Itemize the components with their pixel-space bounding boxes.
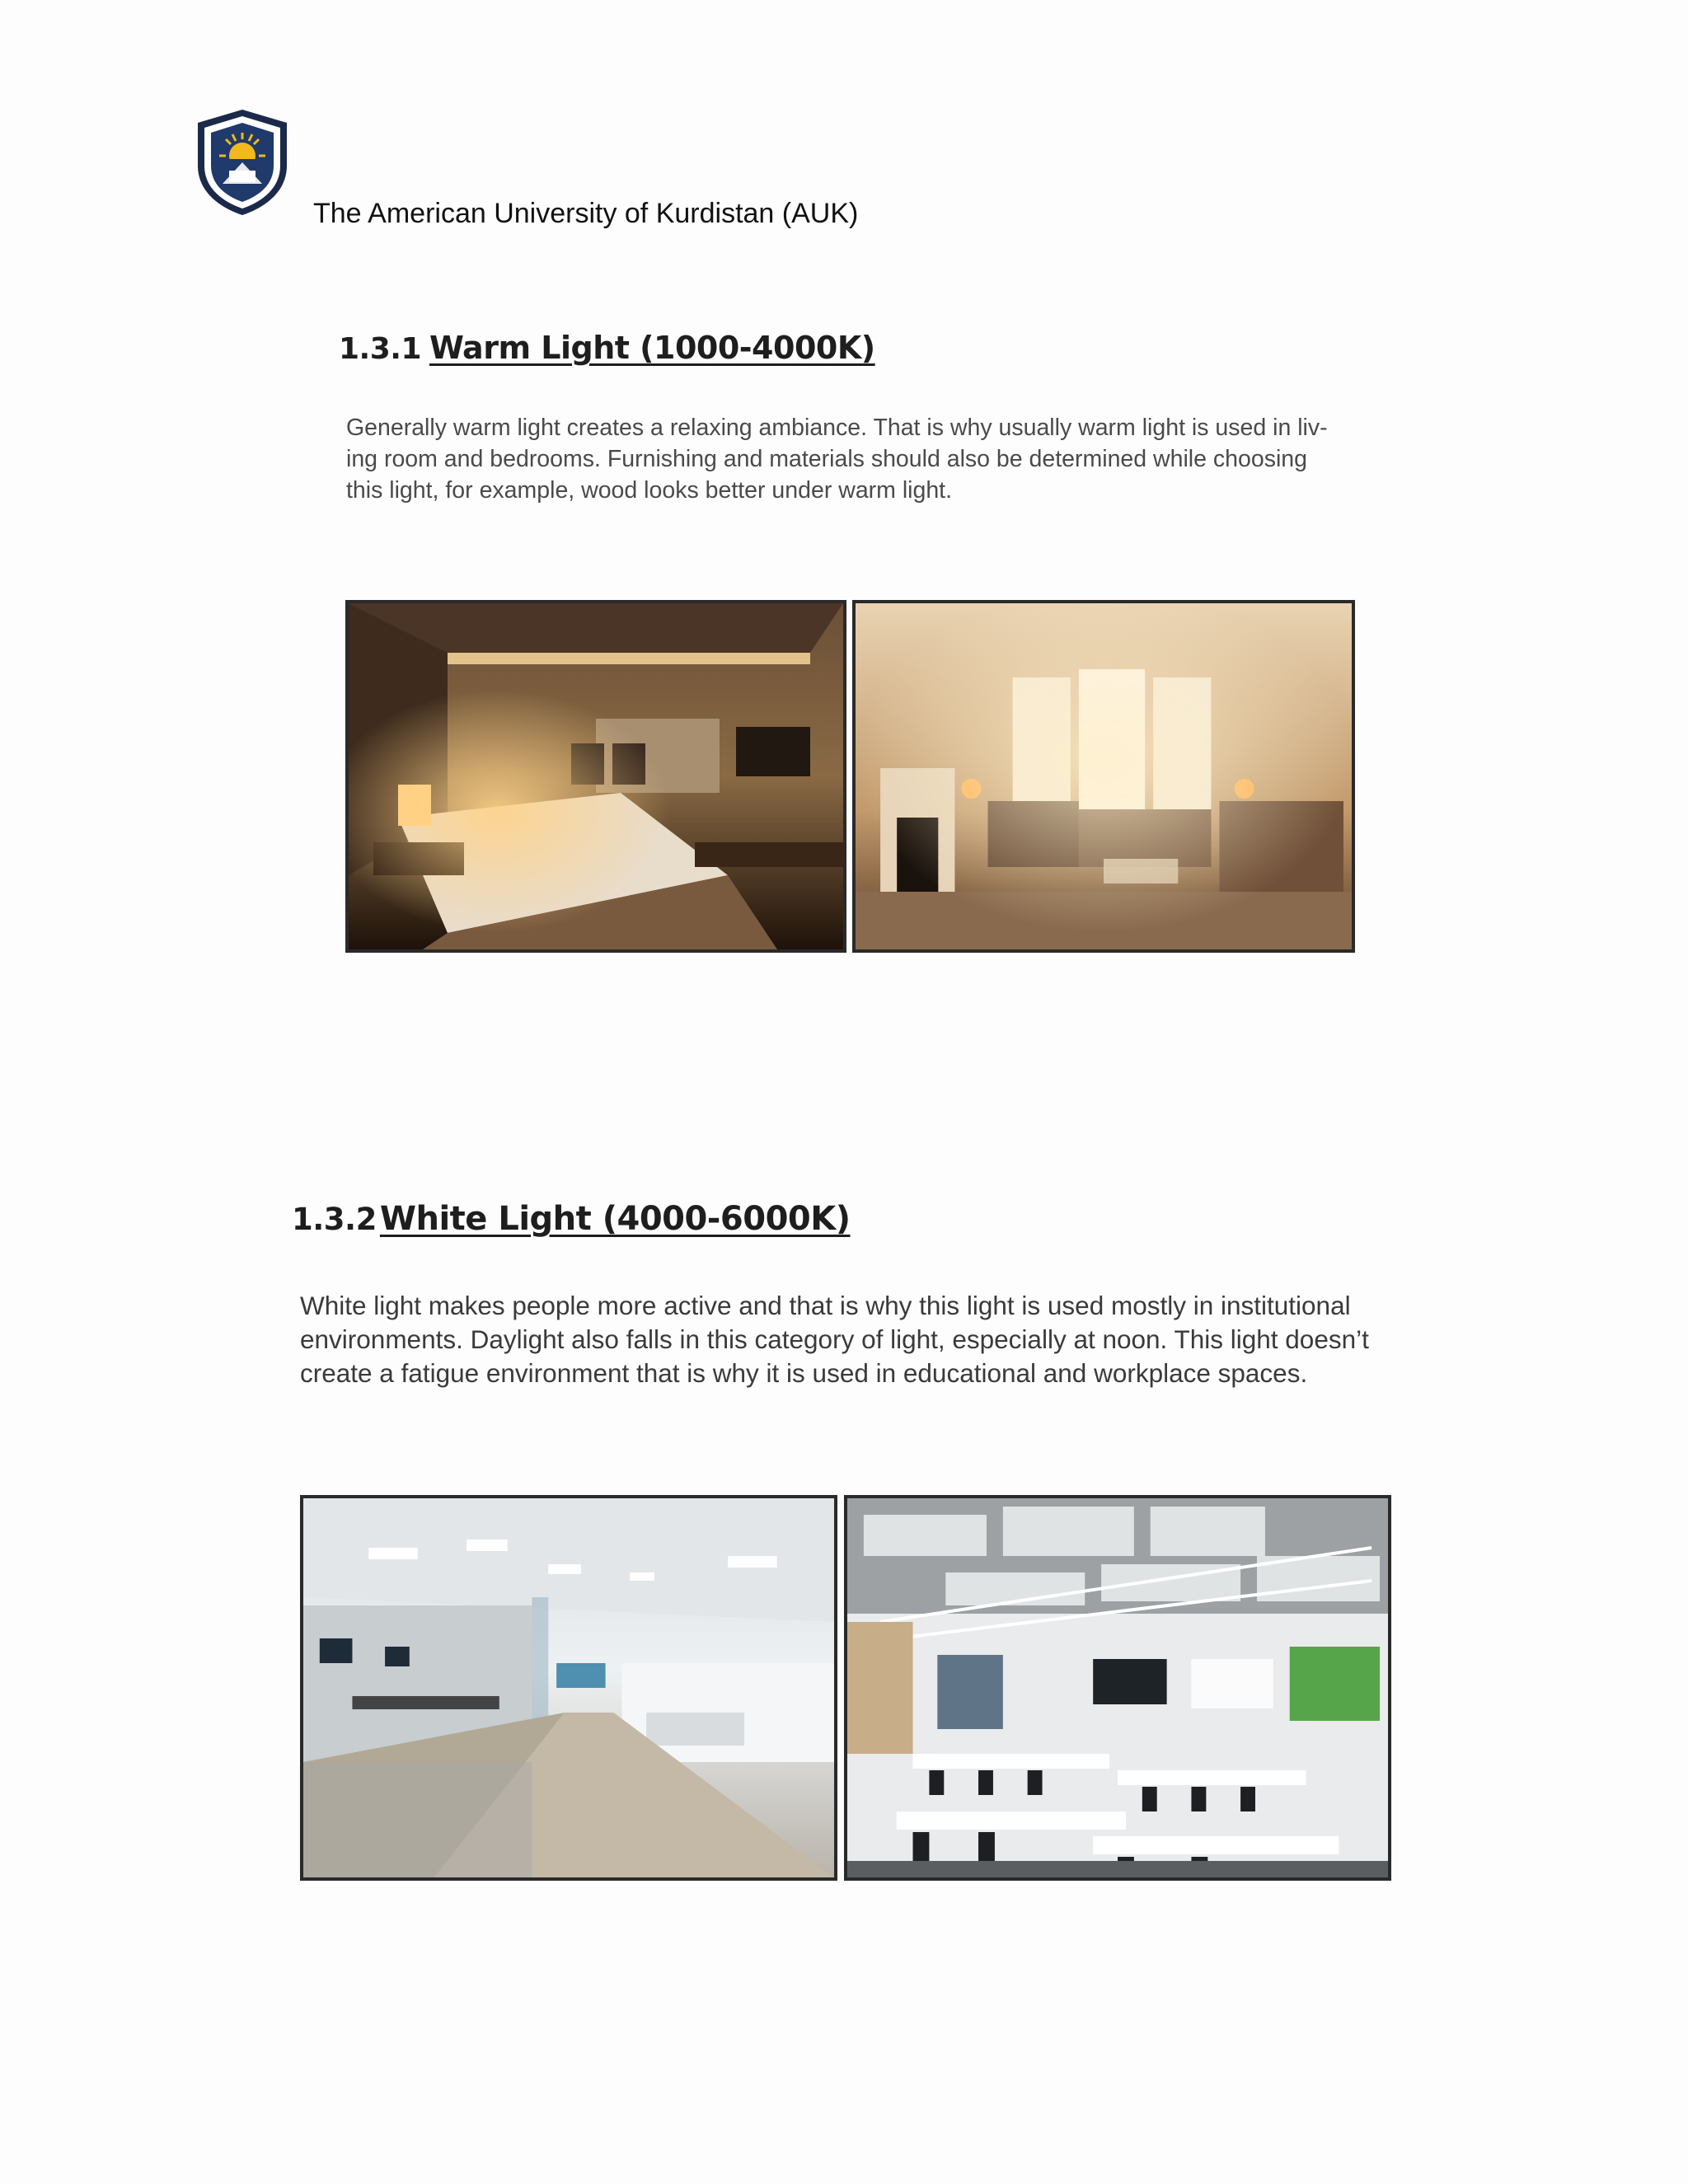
white-classroom-photo (844, 1495, 1391, 1881)
section-heading-white-light (292, 1200, 851, 1238)
section-number: 1.3.2 (292, 1202, 377, 1237)
warm-bedroom-photo (345, 600, 846, 953)
section-title: Warm Light (1000-4000K) (429, 330, 875, 366)
auk-crest-icon (195, 108, 290, 217)
section-body-warm-light: Generally warm light creates a relaxing ambiance. That is why usually warm light is used in liv-ing room and bedrooms. Furnishing and materials should also be determined while choosing this light, for example, wood looks better under warm light. (346, 415, 1328, 504)
section-body-white-light: White light makes people more active and that is why this light is used mostly in institutional environments. Daylight also falls in this category of light, especially at noon. This light doesn’t create a fatigue environment that is why it is used in educational and workplace spaces. (300, 1291, 1369, 1388)
white-office-photo (300, 1495, 837, 1881)
institution-name: The American University of Kurdistan (AUK) (313, 198, 859, 229)
section-heading-warm-light (339, 330, 875, 366)
section-number: 1.3.1 (339, 332, 421, 366)
section-title: White Light (4000-6000K) (379, 1200, 851, 1238)
warm-living-room-photo (852, 600, 1355, 953)
